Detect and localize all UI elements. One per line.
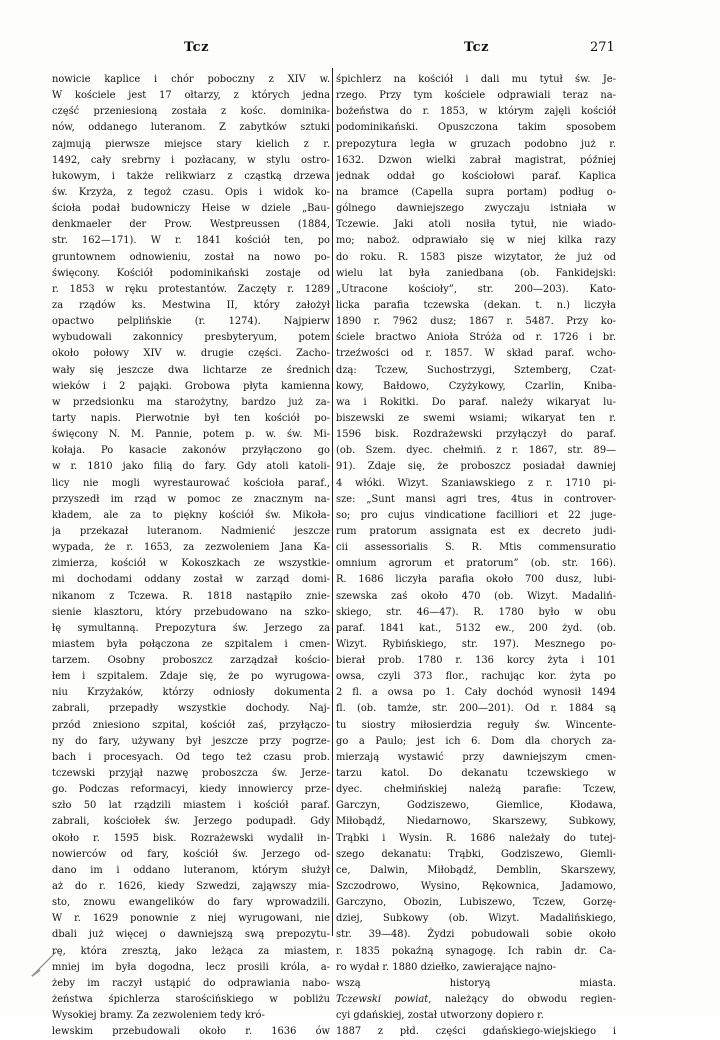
text-line: cii assessorialis S. R. Mtis commensuratio — [336, 542, 616, 554]
text-line: dziej, Subkowy (ob. Wizyt. Madalińskiego, — [336, 913, 616, 925]
text-line: cyi gdańskiej, został utworzony dopiero r. — [336, 1010, 544, 1022]
text-line: W r. 1629 ponownie z niej wyrugowani, nie — [52, 913, 330, 925]
text-line: wały się jeszcze dwa lichtarze ze średnich — [52, 364, 330, 376]
text-line: w przedsionku ma starożytny, bardzo już za- — [52, 396, 330, 408]
text-line: dbali już więcej o dawniejszą swą prepozytu- — [52, 929, 330, 941]
text-line: 1632. Dzwon wielki zabrał magistrat, później — [336, 154, 616, 166]
text-line: żeby im raczył ustąpić do odprawiania nabo- — [52, 977, 330, 989]
text-line: tarzu katol. Do dekanatu tczewskiego w — [336, 768, 616, 780]
text-line: wszą historyą miasta. — [336, 977, 616, 989]
text-line: jednak oddał go kościołowi paraf. Kaplica — [336, 170, 616, 182]
text-line: 1887 z płd. części gdańskiego-wiejskiego i — [336, 1026, 616, 1038]
text-line: łem i szpitalem. Zdaje się, że po wyrugowa- — [52, 671, 330, 683]
text-line: rum pratorum assignata est ex decreto judi- — [336, 525, 616, 537]
text-line: rę, która zresztą, jako leżąca za miastem, — [52, 945, 330, 957]
text-line: Miłobądź, Niedarnowo, Skarszewy, Subkowy, — [336, 816, 616, 828]
text-line: niu Krzyżaków, którzy odniosły dokumenta — [52, 687, 330, 699]
text-line: miastem była połączona ze szpitalem i cmen- — [52, 638, 330, 650]
text-line: rzego. Przy tym kościele odprawiali teraz na- — [336, 90, 616, 102]
text-line: szło 50 lat rządzili miastem i kościół paraf. — [52, 800, 330, 812]
text-line: szewska zaś około 470 (ob. Wizyt. Madaliń- — [336, 590, 616, 602]
text-line: nów, oddanego luteranom. Z zabytków sztuki — [52, 122, 330, 134]
text-line: żeństwa śpichlerza starościńskiego w pobliżu — [52, 994, 330, 1006]
text-line: sienie klasztoru, który przebudowano na szko- — [52, 606, 330, 618]
text-line: święcony N. M. Pannie, potem p. w. św. Mi- — [52, 429, 330, 441]
text-line: szego dekanatu: Trąbki, Godziszewo, Giemli- — [336, 848, 616, 860]
text-line: ce, Dalwin, Miłobądź, Demblin, Skarszewy, — [336, 864, 616, 876]
text-line: owsa, czyli 373 flor., rachując kor. żyta po — [336, 671, 616, 683]
text-line: bach i procesyach. Od tego też czasu prob. — [52, 751, 330, 763]
text-line: ścioła podał budowniczy Heise w dziele „Bau- — [52, 203, 330, 215]
text-line: śpichlerz na kościół i dali mu tytuł św. Je- — [336, 74, 616, 85]
text-line: r. 1835 pokaźną synagogę. Ich rabin dr. Ca- — [336, 945, 616, 957]
text-line: prepozytura legła w gruzach podobno już r. — [336, 138, 616, 150]
text-line: do roku. R. 1583 pisze wizytator, że już od — [336, 251, 616, 263]
text-line: Tczewie. Jaki atoli nosiła tytuł, nie wiado- — [336, 219, 616, 231]
text-line: Tczewski powiat, należący do obwodu regien- — [336, 994, 616, 1006]
text-line: zabrali, przepadły wszystkie dochody. Naj- — [52, 703, 330, 715]
text-line: so; pro cujus vindicatione facilliori et 22 juge- — [336, 509, 616, 521]
column-divider — [332, 68, 333, 936]
text-line: tarzem. Osobny proboszcz zarządzał kościo- — [52, 655, 330, 667]
text-line: tarty napis. Pierwotnie był ten kościół po- — [52, 412, 330, 424]
text-line: gólnego dawniejszego zwyczaju istniała w — [336, 203, 616, 215]
text-line: wieków i 2 pająki. Grobowa płyta kamienna — [52, 380, 330, 392]
text-line: zimierza, kościół w Kokoszkach ze wszystkie- — [52, 558, 330, 570]
text-line: 91). Zdaje się, że proboszcz posiadał dawniej — [336, 461, 616, 473]
text-line: biszewski ze swemi wsiami; wikaryat ten r. — [336, 412, 616, 424]
text-line: część przeniesioną została z kośc. dominika- — [52, 106, 330, 118]
text-line: Trąbki i Wysin. R. 1686 należały do tutej- — [336, 832, 616, 844]
text-line: str. 162—171). W r. 1841 kościół ten, po — [52, 235, 330, 247]
text-line: (ob. Szem. dyec. chełmiń. z r. 1867, str. 89— — [336, 445, 616, 457]
text-line: łę symultanną. Prepozytura św. Jerzego za — [52, 622, 330, 634]
text-line: około połowy XIV w. drugie części. Zacho- — [52, 348, 330, 360]
text-line: ny do fary, używany był jeszcze przy pogrze- — [52, 735, 330, 747]
text-line: aż do r. 1626, kiedy Szwedzi, zająwszy mia- — [52, 881, 330, 893]
text-line: 1596 bisk. Rozdrażewski przyłączył do paraf. — [336, 429, 616, 441]
text-line: wa i Rokitki. Do paraf. należy wikaryat lu- — [336, 396, 616, 408]
text-line: opactwo pelplińskie (r. 1274). Najpierw — [52, 316, 330, 328]
text-line: paraf. 1841 kat., 5132 ew., 200 żyd. (ob. — [336, 622, 616, 634]
section-heading-italic: Tczewski powiat — [336, 994, 429, 1006]
text-line: dzą: Tczew, Suchostrzygi, Sztemberg, Czat- — [336, 364, 616, 376]
text-line: kołaja. Po kasacie zakonów przyłączono go — [52, 445, 330, 457]
text-line: św. Krzyża, z tegoż czasu. Opis i widok ko- — [52, 186, 330, 198]
text-line: dano im i oddano luteranom, którym służył — [52, 864, 330, 876]
text-line: go. Podczas reformacyi, kiedy innowiercy prze- — [52, 784, 330, 796]
page-number: 271 — [590, 40, 615, 55]
text-line: licy nie mogli wyrestaurować kościoła paraf., — [52, 477, 330, 489]
text-line: kładem, ale za to piękny kościół św. Mikoła- — [52, 509, 330, 521]
text-line: go a Paulo; jest ich 6. Dom dla chorych za- — [336, 735, 616, 747]
text-line: Wysokiej bramy. Za zezwoleniem tedy kró- — [52, 1010, 265, 1022]
text-line: bożeństwa do r. 1853, w którym zajęli kościół — [336, 106, 616, 118]
text-line: na bramce (Capella supra portam) podług o- — [336, 186, 616, 198]
text-line: Wizyt. Rybińskiego, str. 197). Mesznego po- — [336, 638, 616, 650]
text-line: nikanom z Tczewa. R. 1818 nastąpiło znie- — [52, 590, 330, 602]
text-line: dyec. chełmińskiej należą parafie: Tczew, — [336, 784, 616, 796]
text-line: ro wydał r. 1880 dziełko, zawierające najno- — [336, 961, 557, 973]
text-line: mi dochodami oddany został w zarząd domi- — [52, 574, 330, 586]
right-text-column — [336, 72, 616, 1040]
text-line: „Utracone kościoły”, str. 200—203). Kato- — [336, 283, 616, 295]
text-line: Garczyn, Godziszewo, Giemlice, Kłodawa, — [336, 800, 616, 812]
text-line: gruntownem odnowieniu, został na nowo po- — [52, 251, 330, 263]
text-line: święcony. Kościół podominikański zostaje od — [52, 267, 330, 279]
text-line: mniej im była dogodna, lecz prosili króla, a- — [52, 961, 330, 973]
text-line: W kościele jest 17 ołtarzy, z których jedna — [52, 90, 330, 102]
text-line: wybudowali zakonnicy presbyteryum, potem — [52, 332, 330, 344]
text-line: ściele bractwo Anioła Stróża od r. 1726 i br. — [336, 332, 616, 344]
running-header-left: Tcz — [184, 40, 209, 55]
text-line: przyszedł im rząd w pomoc ze znacznym na- — [52, 493, 330, 505]
running-header-right: Tcz — [464, 40, 489, 55]
text-line: bierał prob. 1780 r. 136 korcy żyta i 101 — [336, 655, 616, 667]
text-line: nowicie kaplice i chór poboczny z XIV w. — [52, 74, 330, 85]
text-line: skiego, str. 46—47). R. 1780 było w obu — [336, 606, 616, 618]
text-line: R. 1686 liczyła parafia około 700 dusz, lubi- — [336, 574, 616, 586]
text-line: około r. 1595 bisk. Rozrażewski wydalił in- — [52, 832, 330, 844]
page-corner-mark-icon — [30, 950, 58, 978]
text-line: trzeźwości od r. 1857. W skład paraf. wcho- — [336, 348, 616, 360]
text-line: w r. 1810 jako filią do fary. Gdy atoli katoli- — [52, 461, 330, 473]
text-line: mierzają wystawić przy dawniejszym cmen- — [336, 751, 616, 763]
text-line: str. 39—48). Żydzi pobudowali sobie około — [336, 929, 616, 941]
text-line: kowy, Bałdowo, Czyżykowy, Czarlin, Kniba- — [336, 380, 616, 392]
text-line: tczewski przyjął nazwę proboszcza św. Jerze- — [52, 768, 330, 780]
text-line: nowierców od fary, kościół św. Jerzego od- — [52, 848, 330, 860]
text-line: Garczyno, Obozin, Lubiszewo, Tczew, Gorzę- — [336, 897, 616, 909]
text-line: zajmują pierwsze miejsce stary kielich z r. — [52, 138, 330, 150]
text-line: łukowym, i także relikwiarz z cząstką drzewa — [52, 170, 330, 182]
text-line: tu siostry miłosierdzia reguły św. Wincente- — [336, 719, 616, 731]
text-line: sto, znowu ewangelików do fary wprowadzili. — [52, 897, 330, 909]
text-line: mo; naboż. odprawiało się w niej kilka razy — [336, 235, 616, 247]
text-line: przód zniesiono szpital, kościół zaś, przyłączo- — [52, 719, 330, 731]
text-line: 1890 r. 7962 dusz; 1867 r. 5487. Przy ko- — [336, 316, 616, 328]
text-line: ja przekazał luteranom. Nadmienić jeszcze — [52, 525, 330, 537]
text-line: licka parafia tczewska (dekan. t. n.) liczyła — [336, 299, 616, 311]
left-text-column — [52, 72, 330, 1040]
text-line: podominikański. Opuszczona takim sposobem — [336, 122, 616, 134]
text-line: fl. (ob. tamże, str. 200—201). Od r. 1884 są — [336, 703, 616, 715]
text-line: omnium agrorum et pratorum” (ob. str. 166). — [336, 558, 616, 570]
text-line: 2 fl. a owsa po 1. Cały dochód wynosił 1494 — [336, 687, 616, 699]
text-line: 1492, cały srebrny i pozłacany, w stylu ostro- — [52, 154, 330, 166]
text-line: lewskim przebudowali około r. 1636 ów — [52, 1026, 330, 1038]
text-line: r. 1853 w ręku protestantów. Zaczęty r. 1289 — [52, 283, 330, 295]
text-line: za rządów ks. Mestwina II, który założył — [52, 299, 330, 311]
text-line: Szczodrowo, Wysino, Rękownica, Jadamowo, — [336, 881, 616, 893]
text-line: wielu lat była zaniedbana (ob. Fankidejski: — [336, 267, 616, 279]
text-line: sze: „Sunt mansi agri tres, 4tus in controver- — [336, 493, 616, 505]
text-line: zabrali, kościołek św. Jerzego podupadł. Gdy — [52, 816, 330, 828]
text-line: 4 włóki. Wizyt. Szaniawskiego z r. 1710 pi- — [336, 477, 616, 489]
text-line: wypada, że r. 1653, za zezwoleniem Jana Ka- — [52, 542, 330, 554]
text-line: denkmaeler der Prow. Westpreussen (1884, — [52, 219, 330, 231]
